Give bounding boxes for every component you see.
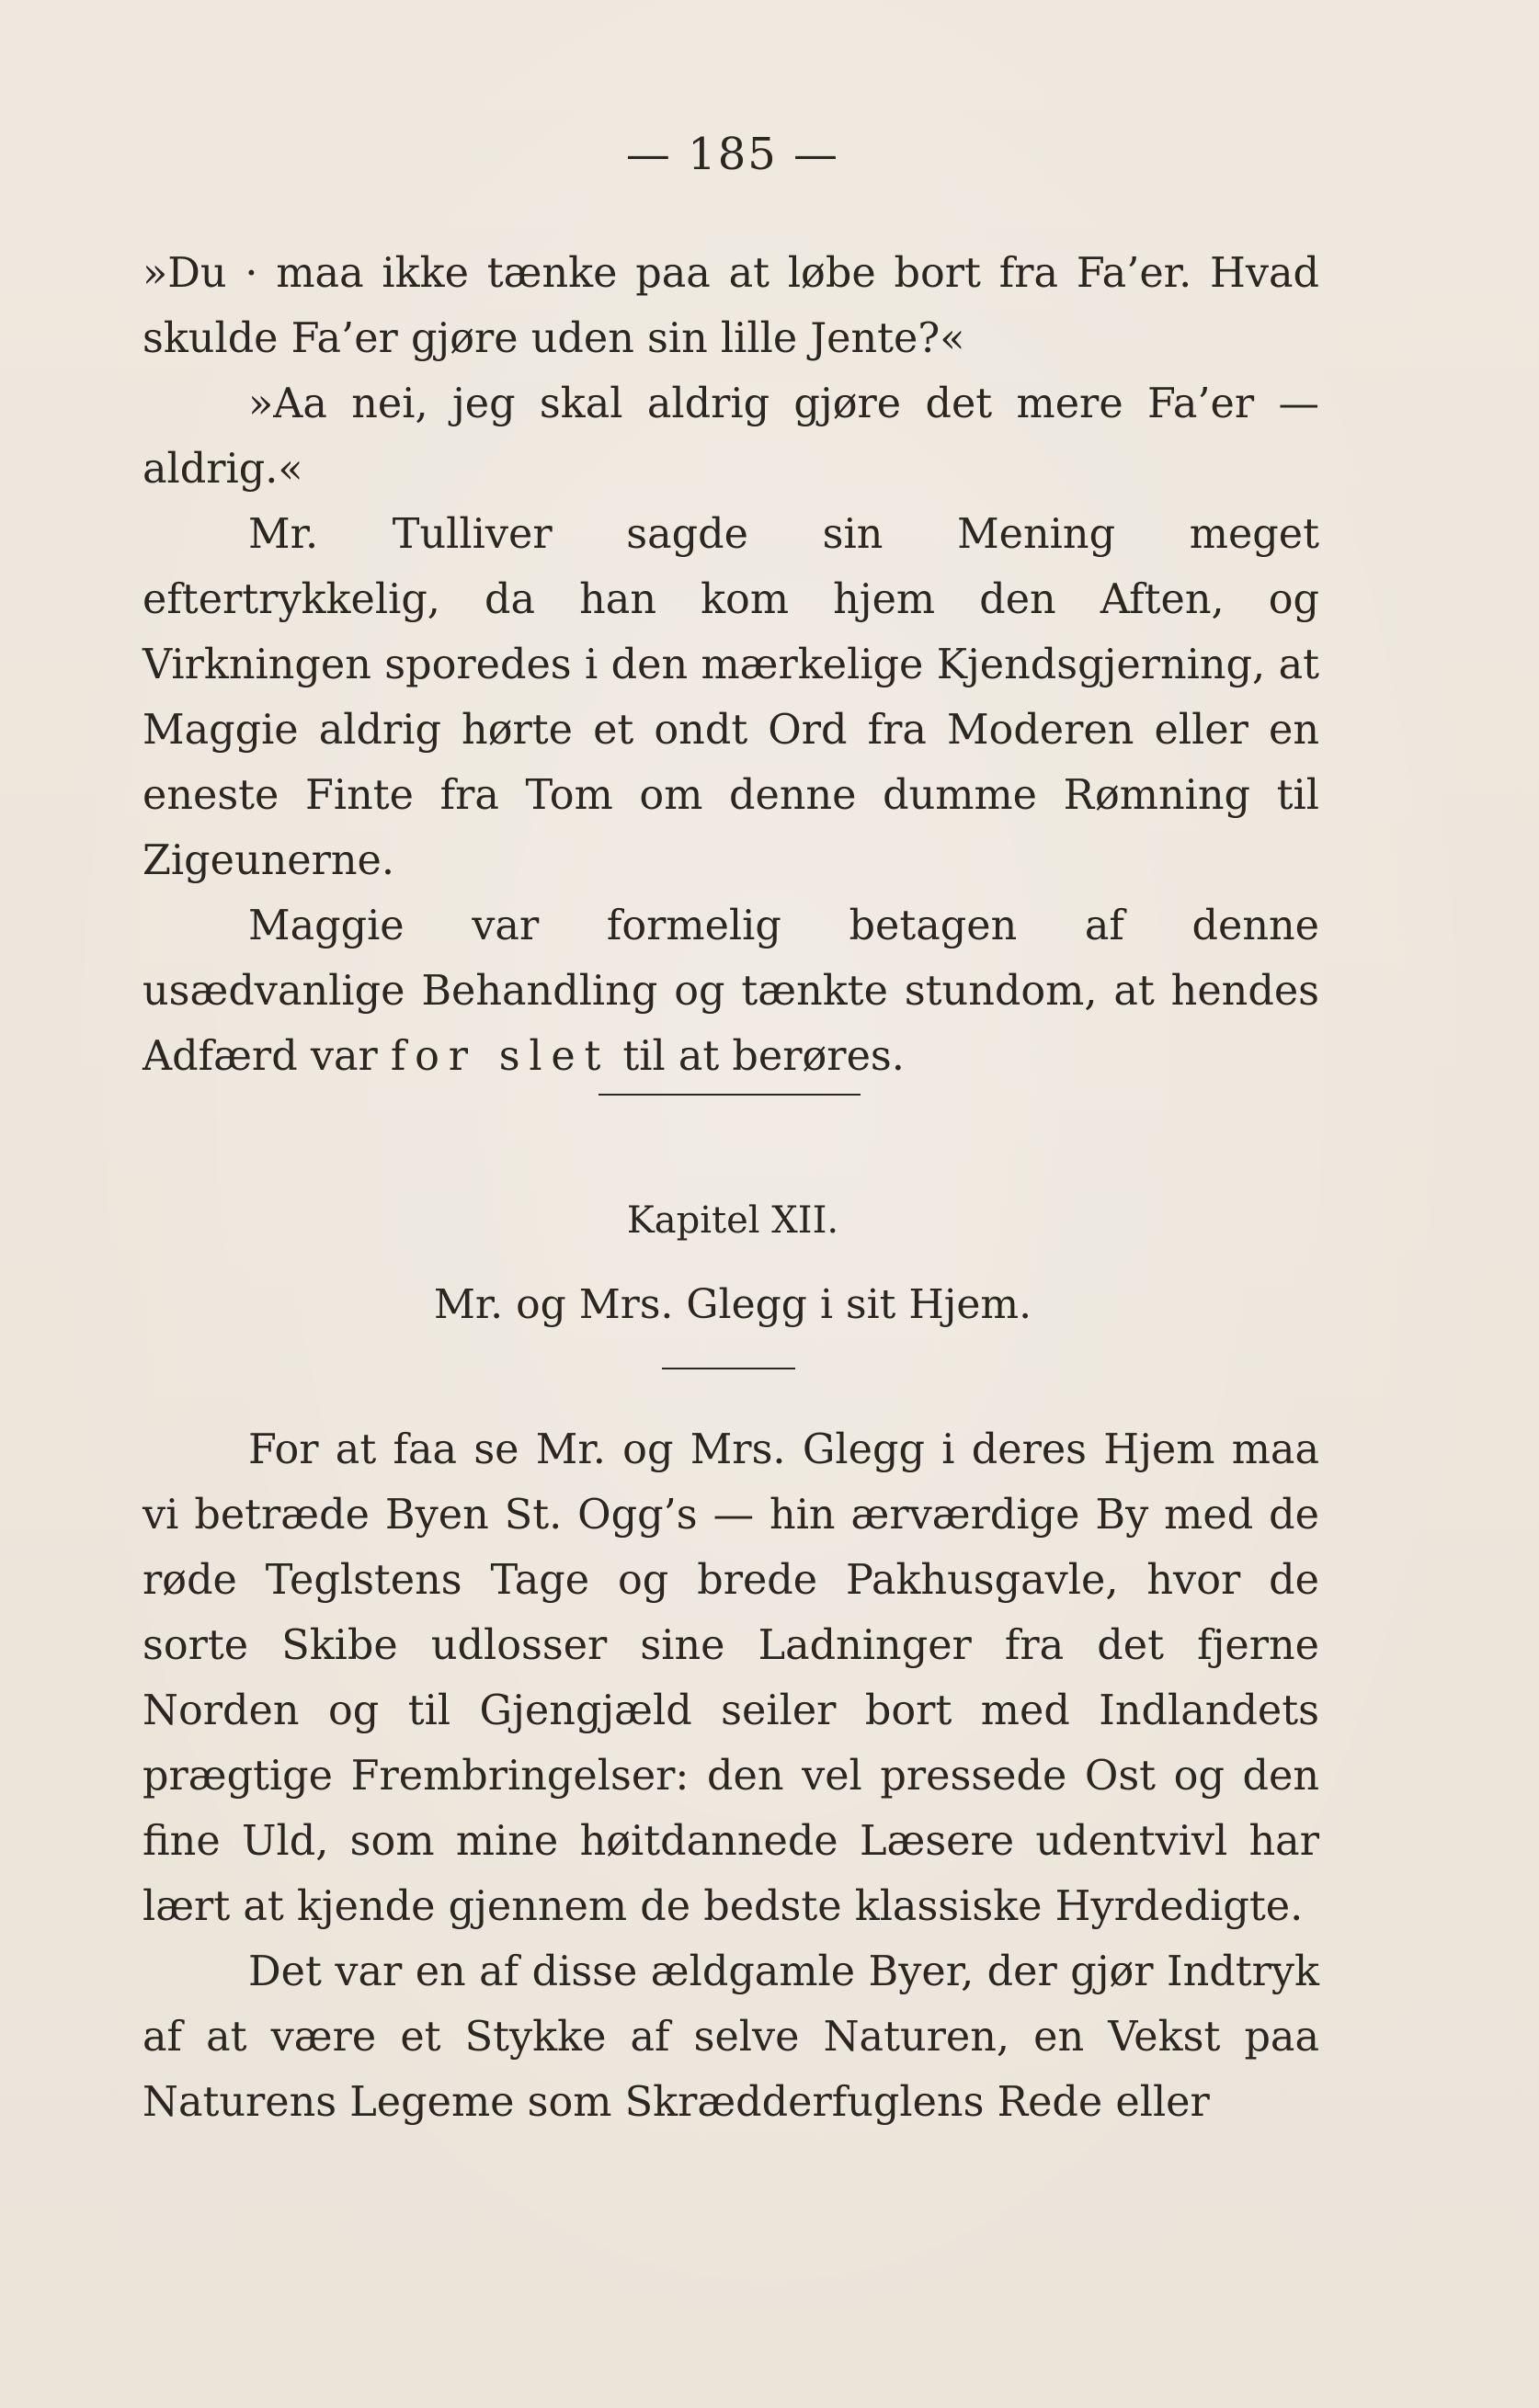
paragraph-text: til at berøres. [610,1033,905,1080]
paragraph: Det var en af disse ældgamle Byer, der gjør Indtryk af at være et Stykke af selve Naturen, en Vekst paa Naturens Legeme som Skrædderfuglens Rede eller [142,1948,1319,2126]
chapter-text-block [142,1417,1319,2135]
paragraph-text: Maggie var formelig betagen af denne usædvanlige Behandling og tænkte stundom, at hendes Adfærd var [142,903,1319,1080]
chapter-title: Mr. og Mrs. Glegg i sit Hjem. [433,1281,1032,1328]
spaced-emphasis: for slet [390,1033,610,1080]
paragraph: For at faa se Mr. og Mrs. Glegg i deres Hjem maa vi betræde Byen St. Ogg’s — hin ærværdige By med de røde Teglstens Tage og brede Pakhusgavle, hvor de sorte Skibe udlosser sine Ladninger fra det fjerne Norden og til Gjengjæld seiler bort med Indlandets prægtige Frembringelser: den vel pressede Ost og den fine Uld, som mine høitdannede Læsere udentvivl har lært at kjende gjennem de bedste klassiske Hyrdedigte. [142,1426,1319,1930]
paragraph [142,893,1319,1089]
chapter-title-rule [662,1368,795,1369]
top-text-block [142,241,1319,1089]
section-divider [598,1094,861,1096]
chapter-number: Kapitel XII. [626,1199,839,1242]
page-number: — 185 — [625,129,840,180]
paragraph: »Aa nei, jeg skal aldrig gjøre det mere Fa’er — aldrig.« [142,381,1319,493]
paragraph: »Du · maa ikke tænke paa at løbe bort fra Fa’er. Hvad skulde Fa’er gjøre uden sin lille Jente?« [142,250,1319,362]
paragraph: Mr. Tulliver sagde sin Mening meget eftertrykkelig, da han kom hjem den Aften, og Virkningen sporedes i den mærkelige Kjendsgjerning, at Maggie aldrig hørte et ondt Ord fra Moderen eller en eneste Finte fra Tom om denne dumme Rømning til Zigeunerne. [142,511,1319,884]
